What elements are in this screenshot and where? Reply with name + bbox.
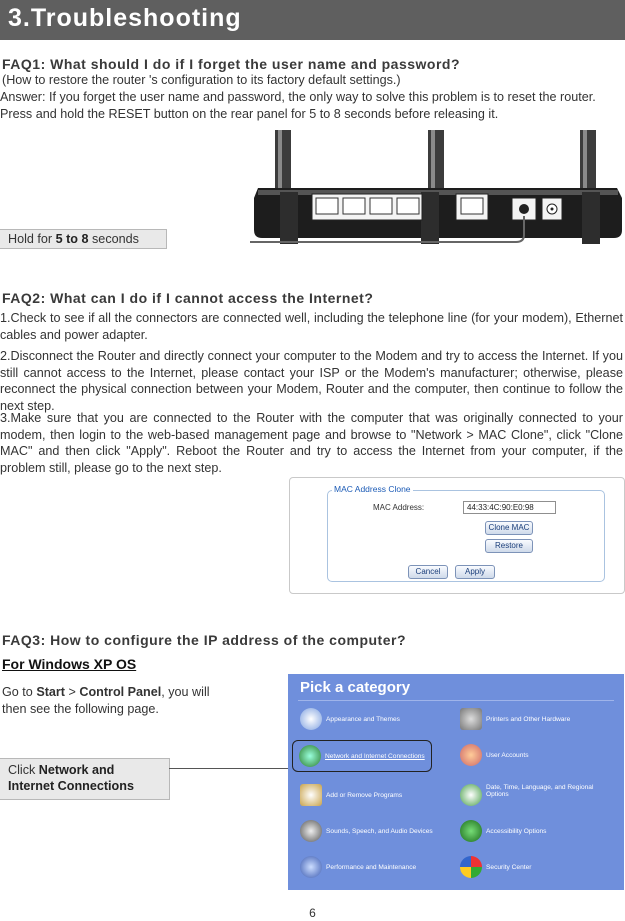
category-accessibility[interactable] [460,820,546,842]
category-label: Security Center [486,863,532,871]
performance-icon [300,856,322,878]
category-printers-hardware[interactable] [460,708,570,730]
category-label: User Accounts [486,751,529,759]
sounds-icon [300,820,322,842]
callout-bold: 5 to 8 [55,232,89,246]
accessibility-icon [460,820,482,842]
restore-button[interactable]: Restore [485,539,533,553]
category-label: Sounds, Speech, and Audio Devices [326,827,433,835]
category-sounds-speech[interactable] [300,820,433,842]
network-globe-icon [299,745,321,767]
mac-clone-group [327,484,605,582]
category-label: Network and Internet Connections [325,752,425,760]
appearance-icon [300,708,322,730]
category-label: Date, Time, Language, and Regional Options [486,784,594,798]
instruction-text-after: , you will then see the following page. [2,685,210,716]
title-divider [298,700,614,701]
faq1-answer: Answer: If you forget the user name and password, the only way to solve this problem is to reset the router. Press and hold the RESET button on the rear panel for 5 to 8 seconds before releasing it. [0,90,596,121]
category-date-time-language[interactable] [460,784,610,806]
apply-button[interactable]: Apply [455,565,495,579]
faq2-item-1: 1.Check to see if all the connectors are connected well, including the telephone line (for your modem), Ethernet cables and power adapter. [0,311,623,342]
faq1-question: FAQ1: What should I do if I forget the user name and password? [2,56,461,72]
mac-address-label: MAC Address: [373,503,425,512]
category-add-remove-programs[interactable] [300,784,402,806]
clone-mac-button[interactable]: Clone MAC [485,521,533,535]
section-header [0,0,625,40]
callout-leader-line [169,768,291,769]
faq2-item-3: 3.Make sure that you are connected to the Router with the computer that was originally connected to your modem, then login to the web-based management page and browse to "Network > MAC Clone", click "Clone MAC" and then click "Apply". Reboot the Router and try to access the Internet from your computer, if the problem still, please go to the next step. [0,411,623,475]
callout-text: Hold for [8,232,56,246]
os-heading: For Windows XP OS [2,656,137,672]
category-appearance-themes[interactable] [300,708,400,730]
start-menu-label: Start [36,685,66,699]
category-label: Add or Remove Programs [326,791,403,799]
network-callout [0,758,170,800]
mac-address-input[interactable]: 44:33:4C:90:E0:98 [463,501,556,514]
instruction-text: Go to [2,685,37,699]
faq2-question: FAQ2: What can I do if I cannot access the Internet? [2,290,374,306]
section-title: 3.Troubleshooting [8,4,242,32]
category-label: Accessibility Options [486,827,547,835]
security-shield-icon [460,856,482,878]
category-performance-maintenance[interactable] [300,856,416,878]
control-panel-label: Control Panel [79,685,162,699]
faq3-question: FAQ3: How to configure the IP address of the computer? [2,632,407,648]
faq2-item-2: 2.Disconnect the Router and directly connect your computer to the Modem and try to access the Internet. If you still cannot access to the Internet, please contact your ISP or the Modem's manufacturer; otherwise, please reconnect the physical connection between your Modem, Router and the computer, then continue to follow the next step. [0,349,623,413]
faq3-instructions [2,684,217,717]
page-number: 6 [309,906,316,920]
mac-clone-dialog [289,477,625,594]
printer-icon [460,708,482,730]
mac-clone-legend: MAC Address Clone [334,484,411,494]
callout-text-suffix: seconds [88,232,139,246]
callout-text: Click [8,763,39,777]
faq1-subtitle: (How to restore the router 's configuration to its factory default settings.) [2,73,401,87]
category-label: Performance and Maintenance [326,863,417,871]
programs-icon [300,784,322,806]
callout-bold-1: Network and [38,763,115,777]
category-label: Printers and Other Hardware [486,715,571,723]
reset-hold-callout [0,229,167,249]
category-user-accounts[interactable] [460,744,529,766]
router-rear-panel-illustration [250,130,625,245]
cancel-button[interactable]: Cancel [408,565,448,579]
pick-category-title: Pick a category [300,679,411,696]
date-time-icon [460,784,482,806]
instruction-arrow: > [65,685,80,699]
xp-control-panel [288,674,624,890]
callout-bold-2: Internet Connections [8,779,134,793]
category-network-internet[interactable] [292,740,432,772]
user-accounts-icon [460,744,482,766]
category-security-center[interactable] [460,856,531,878]
category-label: Appearance and Themes [326,715,400,723]
